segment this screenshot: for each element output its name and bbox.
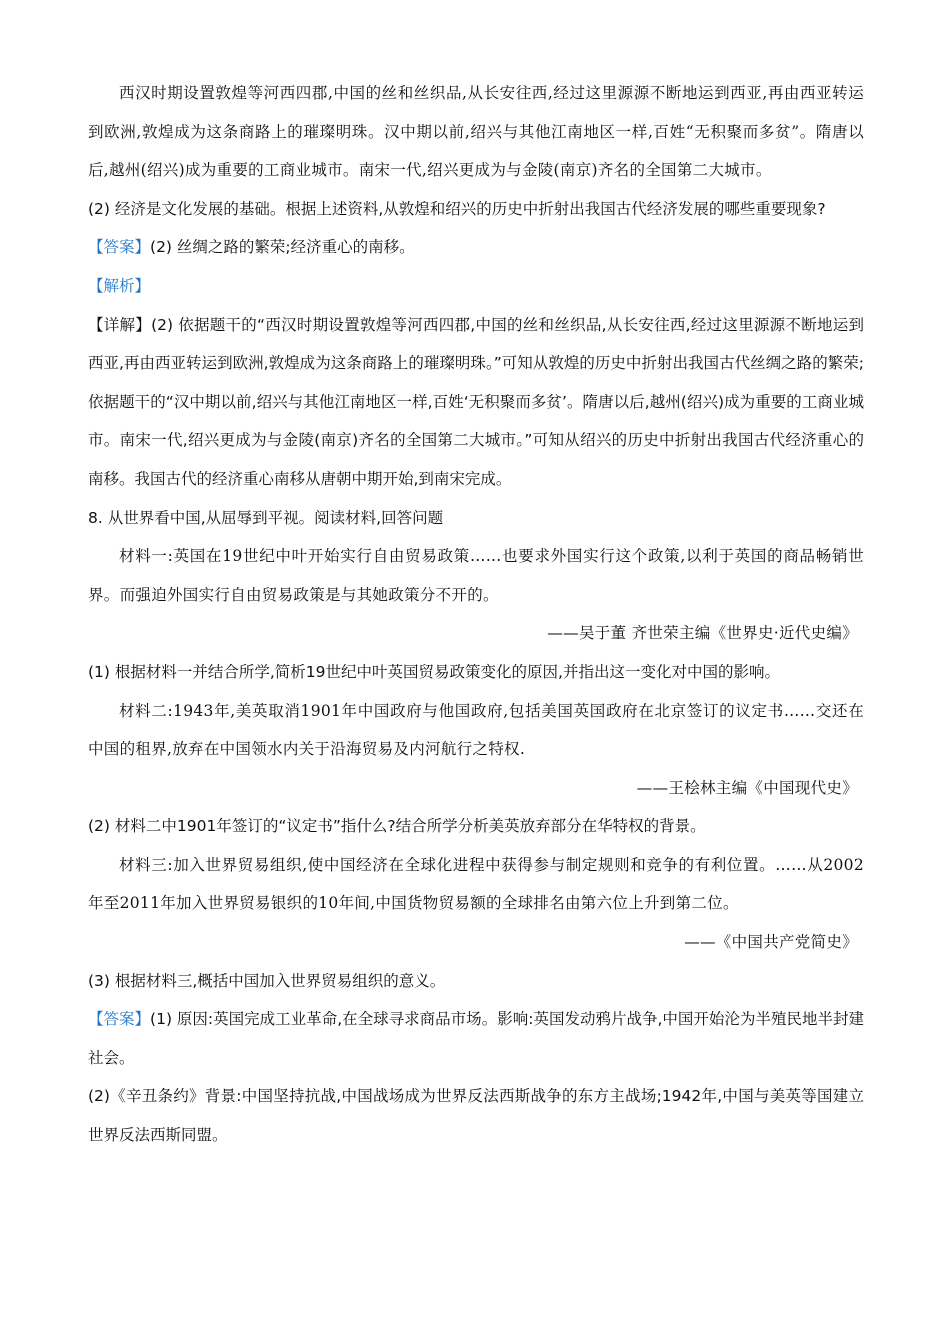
- q8-part2-question: (2) 材料二中1901年签订的“议定书”指什么?结合所学分析美英放弃部分在华特权的背景。: [88, 817, 706, 836]
- q7-answer-text: (2) 丝绸之路的繁荣;经济重心的南移。: [150, 238, 415, 257]
- q8-answer-2: (2)《辛丑条约》背景:中国坚持抗战,中国战场成为世界反法西斯战争的东方主战场;1942年,中国与美英等国建立世界反法西斯同盟。: [88, 1087, 864, 1145]
- analysis-tag: 【解析】: [88, 276, 151, 295]
- q8-title: 8. 从世界看中国,从屈辱到平视。阅读材料,回答问题: [88, 508, 444, 527]
- q8-answer-1: [88, 1000, 864, 1077]
- answer-tag-2: 【答案】: [88, 1010, 151, 1029]
- material-one: 材料一:英国在19世纪中叶开始实行自由贸易政策……也要求外国实行这个政策,以利于英国的商品畅销世界。而强迫外国实行自由贸易政策是与其她政策分不开的。: [88, 547, 864, 604]
- material-two: 材料二:1943年,美英取消1901年中国政府与他国政府,包括美国英国政府在北京签订的议定书……交还在中国的租界,放弃在中国领水内关于沿海贸易及内河航行之特权.: [88, 701, 864, 759]
- q8-answer-1-text: (1) 原因:英国完成工业革命,在全球寻求商品市场。影响:英国发动鸦片战争,中国开始沦为半殖民地半封建社会。: [88, 1010, 864, 1067]
- material-two-source: ——王桧林主编《中国现代史》: [636, 778, 858, 797]
- intro-passage: 西汉时期设置敦煌等河西四郡,中国的丝和丝织品,从长安往西,经过这里源源不断地运到西亚,再由西亚转运到欧洲,敦煌成为这条商路上的璀璨明珠。汉中期以前,绍兴与其他江南地区一样,百姓“无积聚而多贫”。隋唐以后,越州(绍兴)成为重要的工商业城市。南宋一代,绍兴更成为与金陵(南京)齐名的全国第二大城市。: [88, 84, 864, 180]
- q7-detail: [88, 306, 864, 499]
- material-one-source: ——吴于董 齐世荣主编《世界史·近代史编》: [547, 624, 858, 643]
- q7-part2-question: (2) 经济是文化发展的基础。根据上述资料,从敦煌和绍兴的历史中折射出我国古代经济发展的哪些重要现象?: [88, 199, 826, 218]
- detail-tag: 【详解】: [88, 315, 152, 334]
- q8-part1-question: (1) 根据材料一并结合所学,简析19世纪中叶英国贸易政策变化的原因,并指出这一变化对中国的影响。: [88, 662, 780, 681]
- material-three: 材料三:加入世界贸易组织,使中国经济在全球化进程中获得参与制定规则和竞争的有利位置。……从2002年至2011年加入世界贸易银织的10年间,中国货物贸易额的全球排名由第六位上升到第二位。: [88, 855, 864, 913]
- document-page: [88, 74, 864, 1155]
- q7-analysis-heading: [88, 267, 864, 306]
- answer-tag: 【答案】: [88, 238, 151, 257]
- q8-part3-question: (3) 根据材料三,概括中国加入世界贸易组织的意义。: [88, 971, 446, 990]
- q7-detail-text: (2) 依据题干的“西汉时期设置敦煌等河西四郡,中国的丝和丝织品,从长安往西,经过这里源源不断地运到西亚,再由西亚转运到欧洲,敦煌成为这条商路上的璀璨明珠。”可知从敦煌的历史中折射出我国古代丝绸之路的繁荣;依据题干的“汉中期以前,绍兴与其他江南地区一样,百姓‘无积聚而多贫’。隋唐以后,越州(绍兴)成为重要的工商业城市。南宋一代,绍兴更成为与金陵(南京)齐名的全国第二大城市。”可知从绍兴的历史中折射出我国古代经济重心的南移。我国古代的经济重心南移从唐朝中期开始,到南宋完成。: [88, 315, 864, 488]
- q7-answer: [88, 228, 864, 267]
- material-three-source: ——《中国共产党简史》: [684, 933, 858, 952]
